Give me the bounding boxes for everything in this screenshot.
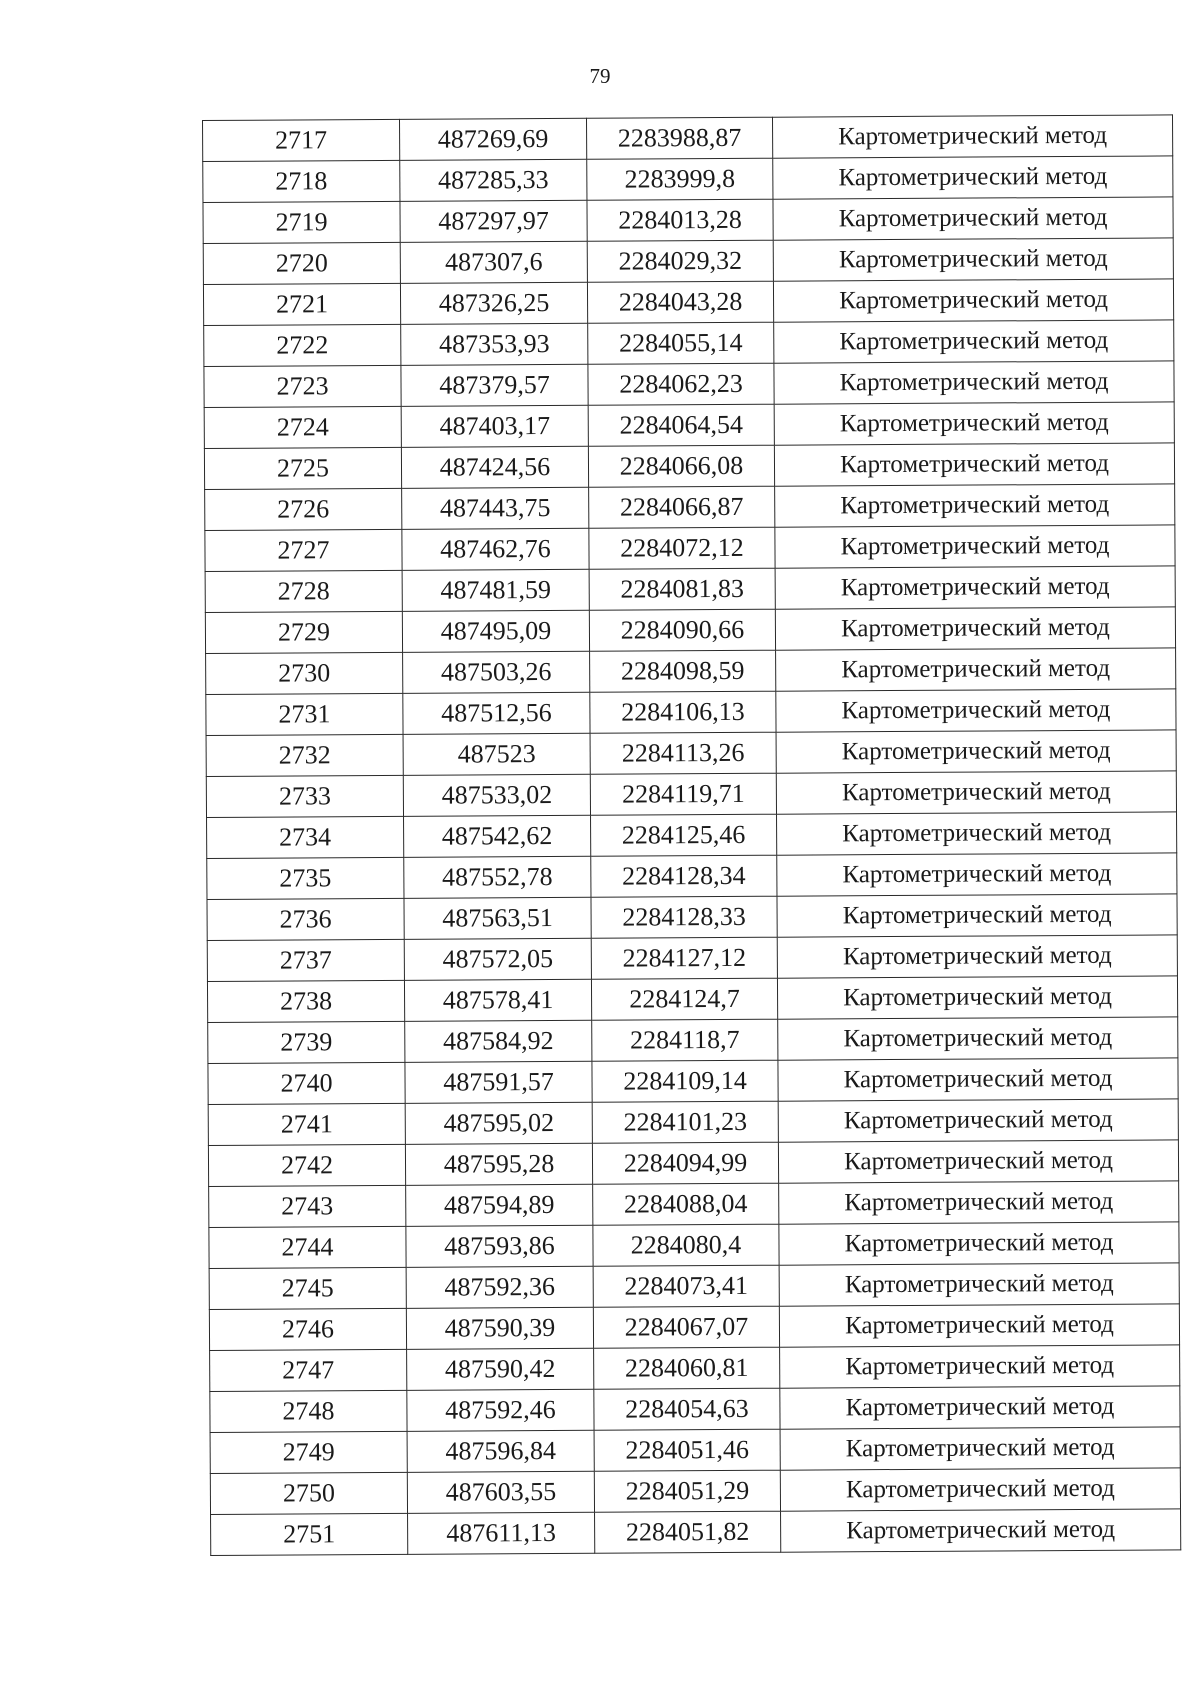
- x-coordinate-cell: 487595,02: [405, 1102, 592, 1144]
- point-number-cell: 2729: [205, 611, 402, 653]
- point-number-cell: 2719: [203, 201, 400, 243]
- point-number-cell: 2749: [210, 1431, 407, 1473]
- table-row: [206, 730, 1176, 777]
- table-row: [203, 238, 1173, 285]
- y-coordinate-cell: 2283988,87: [586, 117, 772, 159]
- table-row: [209, 1304, 1179, 1351]
- point-number-cell: 2740: [208, 1062, 405, 1104]
- method-cell: Картометрический метод: [772, 115, 1172, 158]
- method-cell: Картометрический метод: [774, 361, 1174, 404]
- point-number-cell: 2736: [207, 898, 404, 940]
- table-row: [206, 648, 1176, 695]
- x-coordinate-cell: 487572,05: [404, 938, 591, 980]
- y-coordinate-cell: 2284066,08: [588, 445, 774, 487]
- y-coordinate-cell: 2284081,83: [589, 568, 775, 610]
- table-row: [204, 361, 1174, 408]
- table-row: [205, 607, 1175, 654]
- method-cell: Картометрический метод: [780, 1427, 1180, 1470]
- y-coordinate-cell: 2284073,41: [593, 1265, 779, 1307]
- x-coordinate-cell: 487590,39: [406, 1307, 593, 1349]
- y-coordinate-cell: 2284043,28: [587, 281, 773, 323]
- table-row: [208, 1140, 1178, 1187]
- table-row: [203, 279, 1173, 326]
- x-coordinate-cell: 487542,62: [404, 815, 591, 857]
- table-row: [207, 853, 1177, 900]
- x-coordinate-cell: 487594,89: [406, 1184, 593, 1226]
- y-coordinate-cell: 2284118,7: [592, 1019, 778, 1061]
- table-row: [209, 1263, 1179, 1310]
- table-row: [203, 197, 1173, 244]
- method-cell: Картометрический метод: [779, 1222, 1179, 1265]
- y-coordinate-cell: 2284062,23: [588, 363, 774, 405]
- method-cell: Картометрический метод: [777, 812, 1177, 855]
- method-cell: Картометрический метод: [777, 976, 1177, 1019]
- point-number-cell: 2737: [207, 939, 404, 981]
- y-coordinate-cell: 2284109,14: [592, 1060, 778, 1102]
- point-number-cell: 2733: [206, 775, 403, 817]
- x-coordinate-cell: 487269,69: [399, 118, 586, 160]
- method-cell: Картометрический метод: [778, 1058, 1178, 1101]
- table-row: [204, 402, 1174, 449]
- table-row: [207, 894, 1177, 941]
- point-number-cell: 2720: [203, 242, 400, 284]
- point-number-cell: 2743: [209, 1185, 406, 1227]
- y-coordinate-cell: 2284013,28: [587, 199, 773, 241]
- table-row: [208, 1099, 1178, 1146]
- method-cell: Картометрический метод: [778, 1099, 1178, 1142]
- point-number-cell: 2721: [203, 283, 400, 325]
- y-coordinate-cell: 2284064,54: [588, 404, 774, 446]
- method-cell: Картометрический метод: [775, 484, 1175, 527]
- x-coordinate-cell: 487578,41: [404, 979, 591, 1021]
- y-coordinate-cell: 2284066,87: [589, 486, 775, 528]
- point-number-cell: 2724: [204, 406, 401, 448]
- method-cell: Картометрический метод: [778, 1017, 1178, 1060]
- table-row: [211, 1509, 1181, 1556]
- method-cell: Картометрический метод: [778, 1140, 1178, 1183]
- y-coordinate-cell: 2284119,71: [590, 773, 776, 815]
- table-row: [208, 1058, 1178, 1105]
- y-coordinate-cell: 2284051,29: [594, 1470, 780, 1512]
- table-row: [207, 812, 1177, 859]
- x-coordinate-cell: 487596,84: [407, 1430, 594, 1472]
- x-coordinate-cell: 487590,42: [407, 1348, 594, 1390]
- x-coordinate-cell: 487403,17: [401, 405, 588, 447]
- table-row: [205, 525, 1175, 572]
- x-coordinate-cell: 487584,92: [405, 1020, 592, 1062]
- y-coordinate-cell: 2284060,81: [594, 1347, 780, 1389]
- x-coordinate-cell: 487512,56: [403, 692, 590, 734]
- table-row: [203, 115, 1173, 162]
- method-cell: Картометрический метод: [773, 197, 1173, 240]
- x-coordinate-cell: 487592,46: [407, 1389, 594, 1431]
- table-row: [204, 320, 1174, 367]
- coordinates-table-body: [203, 115, 1181, 1556]
- y-coordinate-cell: 2284098,59: [590, 650, 776, 692]
- x-coordinate-cell: 487481,59: [402, 569, 589, 611]
- point-number-cell: 2744: [209, 1226, 406, 1268]
- x-coordinate-cell: 487285,33: [400, 159, 587, 201]
- method-cell: Картометрический метод: [780, 1386, 1180, 1429]
- y-coordinate-cell: 2284106,13: [590, 691, 776, 733]
- y-coordinate-cell: 2284072,12: [589, 527, 775, 569]
- x-coordinate-cell: 487611,13: [408, 1512, 595, 1554]
- point-number-cell: 2747: [210, 1349, 407, 1391]
- point-number-cell: 2750: [210, 1472, 407, 1514]
- method-cell: Картометрический метод: [779, 1304, 1179, 1347]
- x-coordinate-cell: 487326,25: [400, 282, 587, 324]
- point-number-cell: 2739: [208, 1021, 405, 1063]
- x-coordinate-cell: 487424,56: [401, 446, 588, 488]
- method-cell: Картометрический метод: [774, 402, 1174, 445]
- y-coordinate-cell: 2284055,14: [588, 322, 774, 364]
- point-number-cell: 2723: [204, 365, 401, 407]
- table-row: [210, 1427, 1180, 1474]
- x-coordinate-cell: 487595,28: [405, 1143, 592, 1185]
- y-coordinate-cell: 2284113,26: [590, 732, 776, 774]
- method-cell: Картометрический метод: [780, 1468, 1180, 1511]
- point-number-cell: 2751: [211, 1513, 408, 1555]
- method-cell: Картометрический метод: [775, 607, 1175, 650]
- x-coordinate-cell: 487563,51: [404, 897, 591, 939]
- method-cell: Картометрический метод: [780, 1345, 1180, 1388]
- y-coordinate-cell: 2284051,46: [594, 1429, 780, 1471]
- table-row: [205, 566, 1175, 613]
- x-coordinate-cell: 487297,97: [400, 200, 587, 242]
- method-cell: Картометрический метод: [781, 1509, 1181, 1552]
- x-coordinate-cell: 487592,36: [406, 1266, 593, 1308]
- point-number-cell: 2745: [209, 1267, 406, 1309]
- x-coordinate-cell: 487591,57: [405, 1061, 592, 1103]
- y-coordinate-cell: 2284080,4: [593, 1224, 779, 1266]
- x-coordinate-cell: 487503,26: [403, 651, 590, 693]
- y-coordinate-cell: 2283999,8: [587, 158, 773, 200]
- y-coordinate-cell: 2284127,12: [591, 937, 777, 979]
- table-row: [208, 1017, 1178, 1064]
- x-coordinate-cell: 487603,55: [407, 1471, 594, 1513]
- x-coordinate-cell: 487533,02: [403, 774, 590, 816]
- x-coordinate-cell: 487495,09: [402, 610, 589, 652]
- point-number-cell: 2741: [208, 1103, 405, 1145]
- point-number-cell: 2726: [205, 488, 402, 530]
- method-cell: Картометрический метод: [779, 1181, 1179, 1224]
- point-number-cell: 2728: [205, 570, 402, 612]
- y-coordinate-cell: 2284054,63: [594, 1388, 780, 1430]
- y-coordinate-cell: 2284067,07: [593, 1306, 779, 1348]
- table-row: [205, 484, 1175, 531]
- table-row: [206, 771, 1176, 818]
- coordinates-table: [202, 114, 1181, 1556]
- page-number: 79: [589, 64, 611, 88]
- table-row: [206, 689, 1176, 736]
- method-cell: Картометрический метод: [776, 689, 1176, 732]
- y-coordinate-cell: 2284124,7: [591, 978, 777, 1020]
- y-coordinate-cell: 2284128,34: [591, 855, 777, 897]
- x-coordinate-cell: 487443,75: [402, 487, 589, 529]
- method-cell: Картометрический метод: [776, 730, 1176, 773]
- y-coordinate-cell: 2284125,46: [591, 814, 777, 856]
- method-cell: Картометрический метод: [773, 156, 1173, 199]
- x-coordinate-cell: 487307,6: [400, 241, 587, 283]
- x-coordinate-cell: 487523: [403, 733, 590, 775]
- y-coordinate-cell: 2284101,23: [592, 1101, 778, 1143]
- table-row: [204, 443, 1174, 490]
- table-row: [203, 156, 1173, 203]
- x-coordinate-cell: 487462,76: [402, 528, 589, 570]
- x-coordinate-cell: 487593,86: [406, 1225, 593, 1267]
- point-number-cell: 2738: [207, 980, 404, 1022]
- point-number-cell: 2730: [206, 652, 403, 694]
- y-coordinate-cell: 2284088,04: [593, 1183, 779, 1225]
- point-number-cell: 2748: [210, 1390, 407, 1432]
- point-number-cell: 2735: [207, 857, 404, 899]
- table-row: [209, 1222, 1179, 1269]
- table-row: [210, 1345, 1180, 1392]
- point-number-cell: 2731: [206, 693, 403, 735]
- method-cell: Картометрический метод: [777, 894, 1177, 937]
- point-number-cell: 2734: [207, 816, 404, 858]
- y-coordinate-cell: 2284029,32: [587, 240, 773, 282]
- method-cell: Картометрический метод: [774, 320, 1174, 363]
- x-coordinate-cell: 487552,78: [404, 856, 591, 898]
- y-coordinate-cell: 2284051,82: [595, 1511, 781, 1553]
- method-cell: Картометрический метод: [774, 443, 1174, 486]
- method-cell: Картометрический метод: [779, 1263, 1179, 1306]
- point-number-cell: 2727: [205, 529, 402, 571]
- method-cell: Картометрический метод: [776, 648, 1176, 691]
- table-row: [207, 935, 1177, 982]
- y-coordinate-cell: 2284094,99: [592, 1142, 778, 1184]
- point-number-cell: 2725: [204, 447, 401, 489]
- method-cell: Картометрический метод: [773, 238, 1173, 281]
- y-coordinate-cell: 2284128,33: [591, 896, 777, 938]
- table-row: [210, 1468, 1180, 1515]
- point-number-cell: 2722: [204, 324, 401, 366]
- method-cell: Картометрический метод: [775, 525, 1175, 568]
- table-row: [207, 976, 1177, 1023]
- method-cell: Картометрический метод: [776, 771, 1176, 814]
- point-number-cell: 2732: [206, 734, 403, 776]
- method-cell: Картометрический метод: [775, 566, 1175, 609]
- method-cell: Картометрический метод: [777, 935, 1177, 978]
- x-coordinate-cell: 487353,93: [401, 323, 588, 365]
- point-number-cell: 2717: [203, 119, 400, 161]
- method-cell: Картометрический метод: [777, 853, 1177, 896]
- point-number-cell: 2746: [209, 1308, 406, 1350]
- x-coordinate-cell: 487379,57: [401, 364, 588, 406]
- method-cell: Картометрический метод: [773, 279, 1173, 322]
- table-row: [209, 1181, 1179, 1228]
- y-coordinate-cell: 2284090,66: [589, 609, 775, 651]
- point-number-cell: 2718: [203, 160, 400, 202]
- point-number-cell: 2742: [208, 1144, 405, 1186]
- table-row: [210, 1386, 1180, 1433]
